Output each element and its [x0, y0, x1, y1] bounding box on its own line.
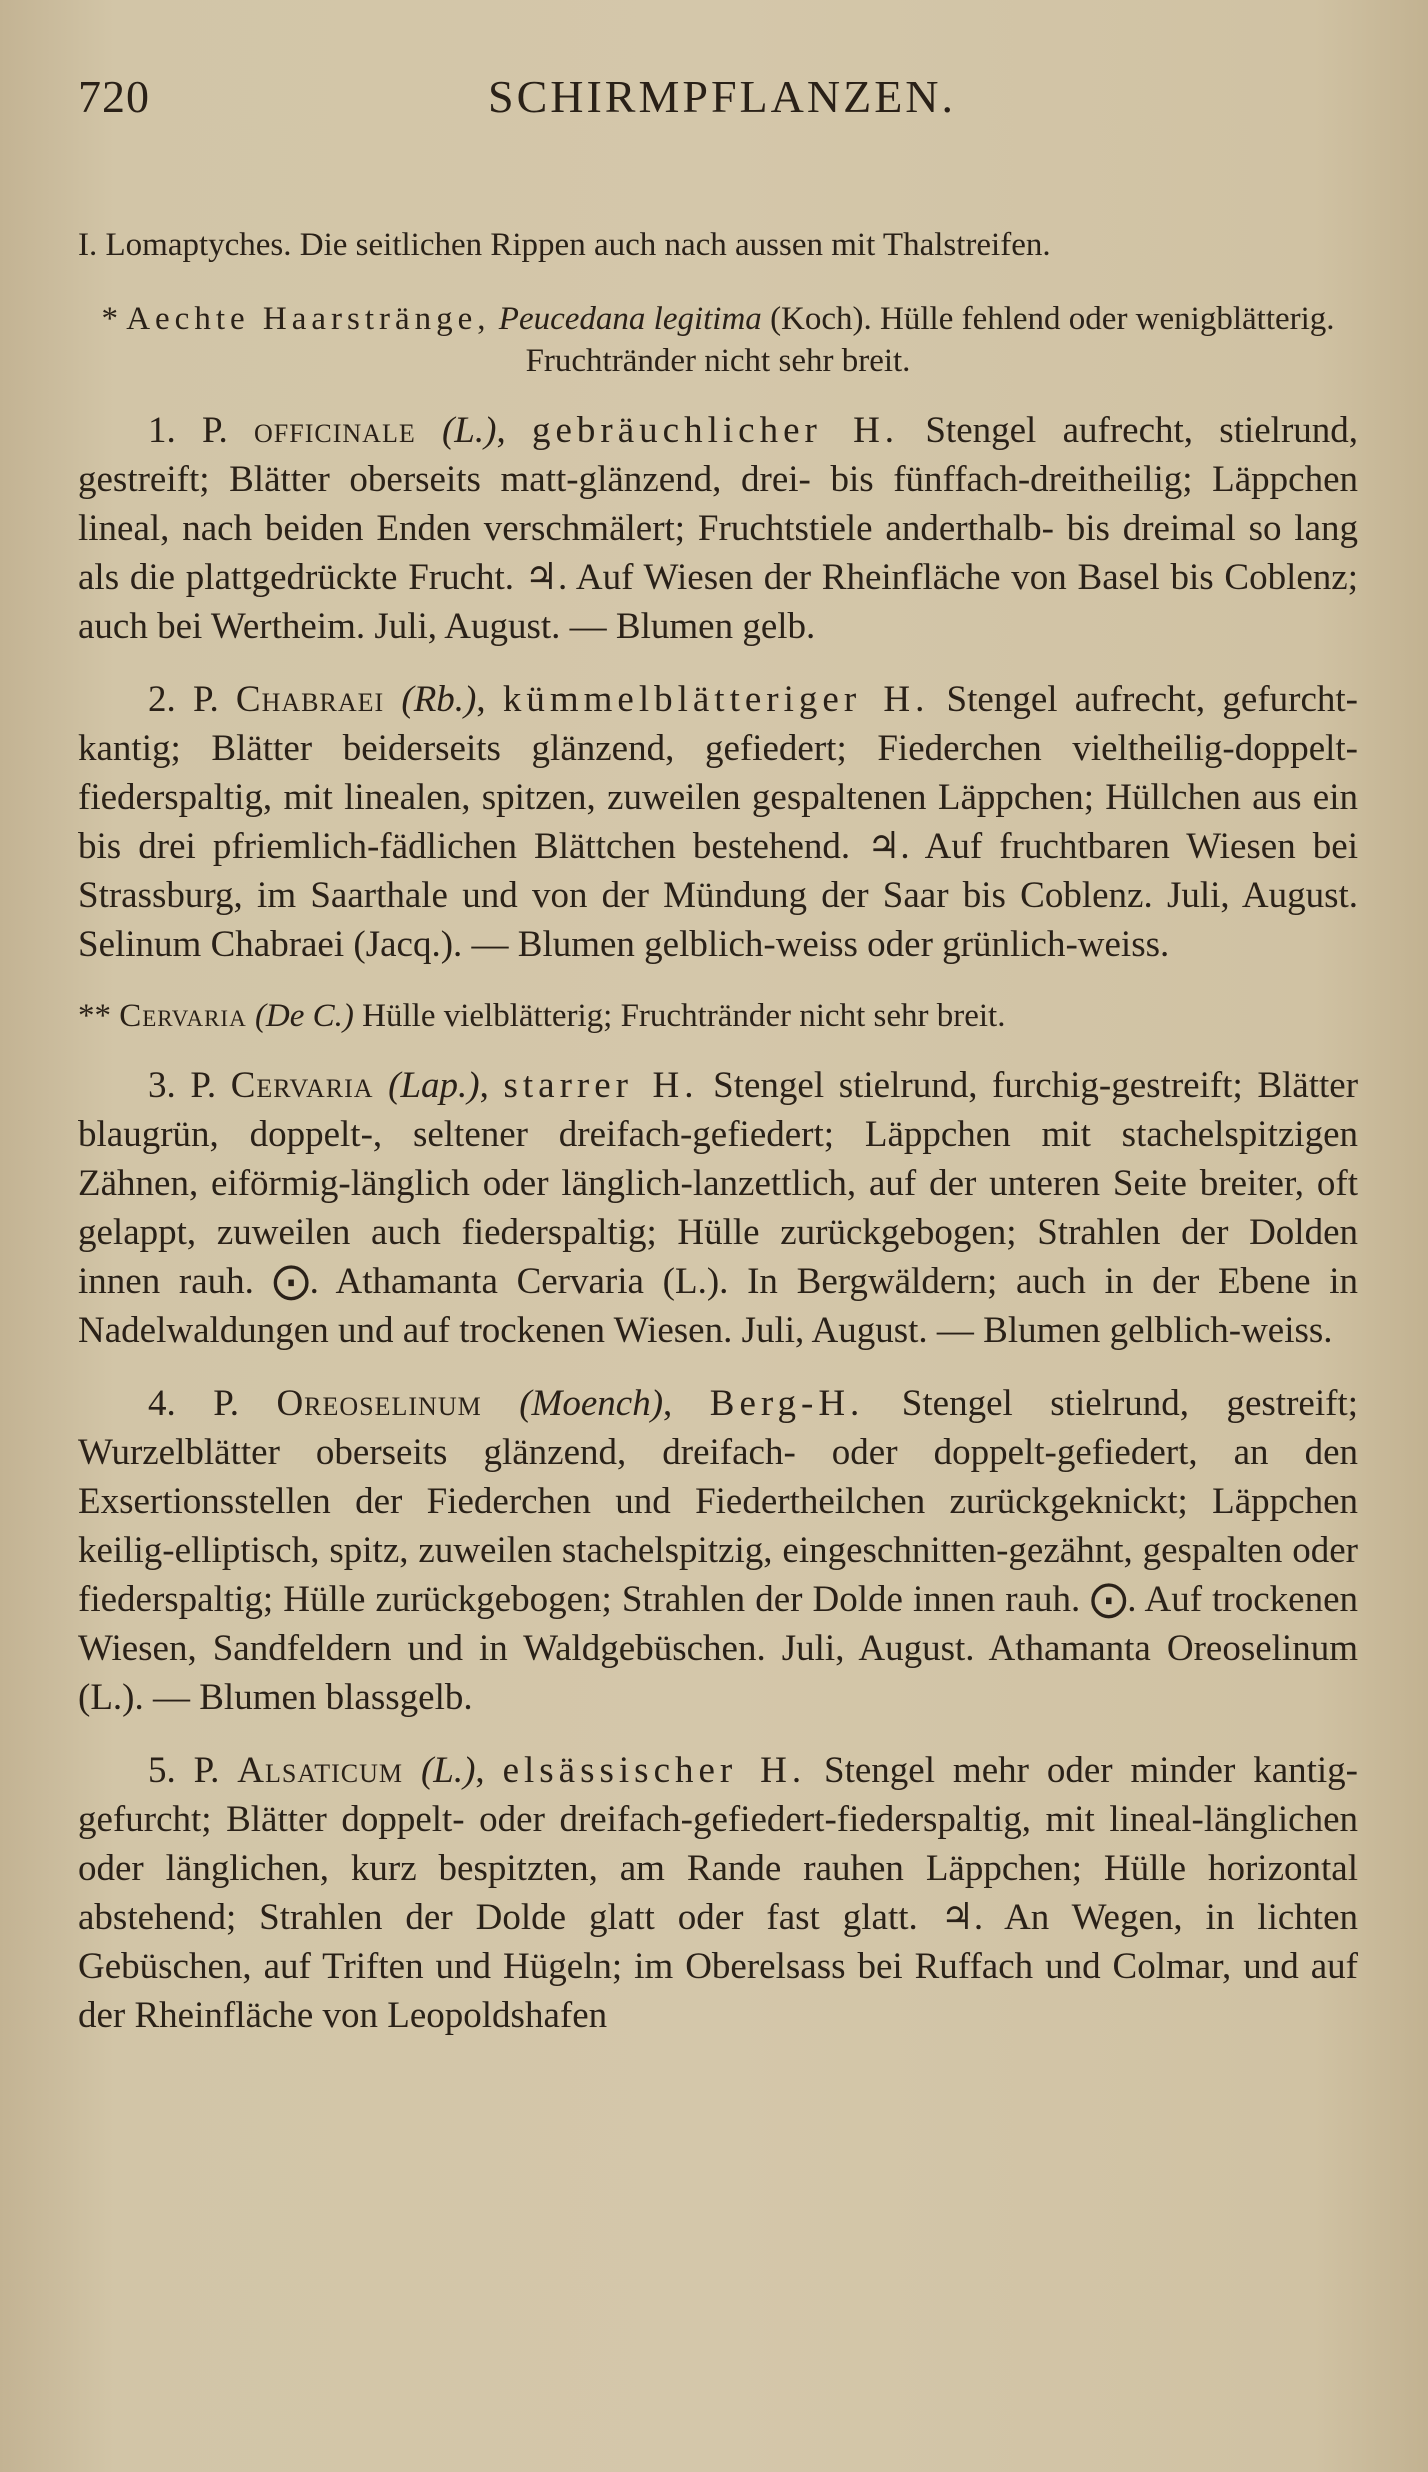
group-description: Hülle vielblätterig; Fruchtränder nicht sehr breit.	[353, 998, 1006, 1034]
group-authority: (Koch).	[770, 301, 872, 337]
species-number: 1. P.	[148, 410, 228, 451]
separator: ,	[479, 1065, 504, 1106]
species-number: 3. P.	[148, 1065, 217, 1106]
group-name: Aechte Haarstränge,	[126, 301, 491, 337]
species-authority: (Rb.)	[401, 679, 477, 720]
section-heading: I. Lomaptyches. Die seitlichen Rippen auch nach aussen mit Thalstreifen.	[78, 227, 1051, 263]
species-number: 5. P.	[148, 1750, 220, 1791]
group-heading-1	[78, 298, 1358, 382]
common-name: gebräuchlicher H.	[532, 410, 900, 451]
species-description: Stengel aufrecht, gefurcht-kantig; Blätter beiderseits glänzend, gefiedert; Fiederchen vieltheilig-doppelt-fiederspaltig, mit linealen, spitzen, zuweilen gespaltenen Läppchen; Hüllchen aus ein bis drei pfriemlich-fädlichen Blättchen bestehend. ♃. Auf fruchtbaren Wiesen bei Strassburg, im Saarthale und von der Mündung der Saar bis Coblenz. Juli, August. Selinum Chabraei (Jacq.). — Blumen gelblich-weiss oder grünlich-weiss.	[78, 679, 1358, 965]
species-entry-1	[78, 406, 1358, 651]
group-authority: (De C.)	[254, 998, 354, 1034]
species-name: officinale	[254, 410, 416, 451]
common-name: starrer H.	[503, 1065, 699, 1106]
common-name: Berg-H.	[709, 1383, 865, 1424]
species-authority: (L.)	[420, 1750, 476, 1791]
species-number: 4. P.	[148, 1383, 239, 1424]
separator: ,	[496, 410, 532, 451]
species-name: Cervaria	[230, 1065, 374, 1106]
species-authority: (Moench)	[519, 1383, 664, 1424]
species-entry-3	[78, 1061, 1358, 1355]
species-name: Chabraei	[235, 679, 385, 720]
species-description: Stengel stielrund, gestreift; Wurzelblätter oberseits glänzend, dreifach- oder doppelt-gefiedert, an den Exsertionsstellen der Fiederchen und Fiedertheilchen zurückgeknickt; Läppchen keilig-elliptisch, spitz, zuweilen stachelspitzig, eingeschnitten-gezähnt, gespalten oder fiederspaltig; Hülle zurückgebogen; Strahlen der Dolde innen rauh. ⨀. Auf trockenen Wiesen, Sandfeldern und in Waldgebüschen. Juli, August. Athamanta Oreoselinum (L.). — Blumen blassgelb.	[78, 1383, 1358, 1718]
group-heading-2	[78, 995, 1358, 1037]
running-title: SCHIRMPFLANZEN.	[488, 71, 957, 122]
group-marker: **	[78, 998, 120, 1034]
species-description: Stengel aufrecht, stielrund, gestreift; Blätter oberseits matt-glänzend, drei- bis fünffach-dreitheilig; Läppchen lineal, nach beiden Enden verschmälert; Fruchtstiele anderthalb- bis dreimal so lang als die plattgedrückte Frucht. ♃. Auf Wiesen der Rheinfläche von Basel bis Coblenz; auch bei Wertheim. Juli, August. — Blumen gelb.	[78, 410, 1359, 647]
group-name: Cervaria	[119, 998, 247, 1034]
group-description: Hülle fehlend oder wenigblätterig. Fruchtränder nicht sehr breit.	[525, 301, 1335, 379]
species-authority: (Lap.)	[388, 1065, 480, 1106]
species-number: 2. P.	[148, 679, 219, 720]
separator: ,	[476, 679, 503, 720]
species-name: Oreoselinum	[276, 1383, 482, 1424]
group-marker: *	[101, 301, 127, 337]
species-authority: (L.)	[441, 410, 497, 451]
species-name: Alsaticum	[237, 1750, 404, 1791]
species-description: Stengel stielrund, furchig-gestreift; Blätter blaugrün, doppelt-, seltener dreifach-gefiedert; Läppchen mit stachelspitzigen Zähnen, eiförmig-länglich oder länglich-lanzettlich, auf der unteren Seite breiter, oft gelappt, zuweilen auch fiederspaltig; Hülle zurückgebogen; Strahlen der Dolden innen rauh. ⨀. Athamanta Cervaria (L.). In Bergwäldern; auch in der Ebene in Nadelwaldungen und auf trockenen Wiesen. Juli, August. — Blumen gelblich-weiss.	[78, 1065, 1359, 1351]
common-name: elsässischer H.	[502, 1750, 807, 1791]
species-entry-2	[78, 675, 1358, 969]
species-entry-4	[78, 1379, 1358, 1722]
page-number: 720	[78, 71, 150, 122]
page-header	[78, 70, 1358, 130]
separator: ,	[663, 1383, 710, 1424]
separator: ,	[475, 1750, 503, 1791]
group-latin: Peucedana legitima	[498, 301, 762, 337]
species-description: Stengel mehr oder minder kantig-gefurcht; Blätter doppelt- oder dreifach-gefiedert-fiederspaltig, mit lineal-länglichen oder länglichen, kurz bespitzten, am Rande rauhen Läppchen; Hülle horizontal abstehend; Strahlen der Dolde glatt oder fast glatt. ♃. An Wegen, in lichten Gebüschen, auf Triften und Hügeln; im Oberelsass bei Ruffach und Colmar, und auf der Rheinfläche von Leopoldshafen	[78, 1750, 1359, 2036]
species-entry-5	[78, 1746, 1358, 2040]
common-name: kümmelblätteriger H.	[502, 679, 930, 720]
